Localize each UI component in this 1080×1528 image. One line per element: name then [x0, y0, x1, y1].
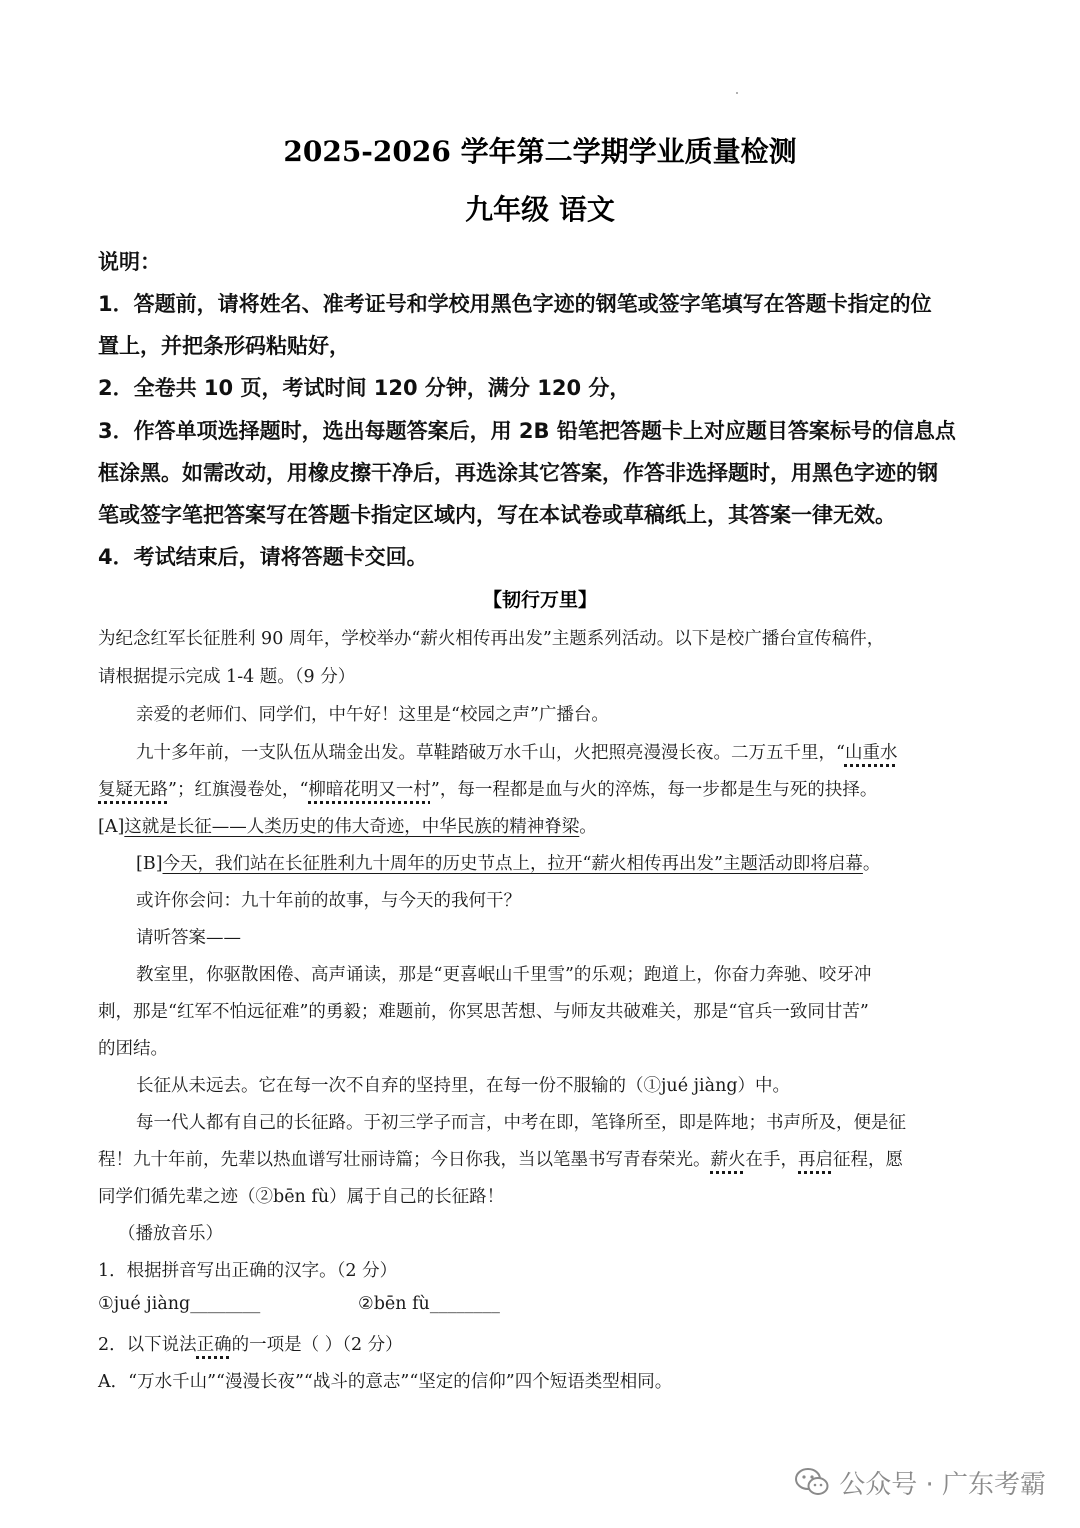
question-1-blank-a: ①jué jiàng________: [98, 1294, 261, 1314]
emphasis-dots: 正确: [196, 1335, 232, 1355]
instruction-line: 笔或签字笔把答案写在答题卡指定区域内，写在本试卷或草稿纸上，其答案一律无效。: [98, 503, 896, 527]
sentence-b: [B]今天，我们站在长征胜利九十周年的历史节点上，拉开“薪火相传再出发”主题活动即将启幕。: [136, 854, 881, 874]
wechat-icon: [795, 1467, 829, 1497]
instruction-line: 置上，并把条形码粘贴好，: [98, 334, 350, 358]
passage-paragraph: 亲爱的老师们、同学们，中午好！这里是“校园之声”广播台。: [136, 705, 609, 725]
underlined-sentence: 今天，我们站在长征胜利九十周年的历史节点上，拉开“薪火相传再出发”主题活动即将启幕: [162, 854, 863, 874]
passage-paragraph: 的团结。: [98, 1039, 168, 1059]
emphasis-dots: 复疑无路: [98, 780, 168, 800]
instruction-line: 3．作答单项选择题时，选出每题答案后，用 2B 铅笔把答题卡上对应题目答案标号的信息点: [98, 419, 956, 443]
sentence-a: [A]这就是长征——人类历史的伟大奇迹，中华民族的精神脊梁。: [98, 817, 597, 837]
passage-paragraph: 或许你会问：九十年前的故事，与今天的我何干？: [136, 891, 521, 911]
emphasis-dots: 再启: [798, 1150, 833, 1170]
question-2: 2．以下说法正确的一项是（ ）（2 分）: [98, 1335, 403, 1355]
exam-subtitle: 九年级 语文: [465, 193, 615, 226]
passage-paragraph: 刺，那是“红军不怕远征难”的勇毅；难题前，你冥思苦想、与师友共破难关，那是“官兵一致同甘苦”: [98, 1002, 869, 1022]
passage-paragraph: 同学们循先辈之迹（②bēn fù）属于自己的长征路！: [98, 1187, 505, 1207]
question-2-option-a: A．“万水千山”“漫漫长夜”“战斗的意志”“坚定的信仰”四个短语类型相同。: [98, 1372, 673, 1392]
passage-paragraph: 每一代人都有自己的长征路。于初三学子而言，中考在即，笔锋所至，即是阵地；书声所及，便是征: [136, 1113, 906, 1133]
scan-speck: [736, 92, 738, 94]
question-1: 1．根据拼音写出正确的汉字。（2 分）: [98, 1261, 398, 1281]
emphasis-dots: 柳暗花明又一村: [308, 780, 431, 800]
instruction-line: 1．答题前，请将姓名、准考证号和学校用黑色字迹的钢笔或签字笔填写在答题卡指定的位: [98, 292, 932, 316]
instructions-heading: 说明：: [98, 250, 161, 274]
passage-paragraph: 复疑无路”；红旗漫卷处，“柳暗花明又一村”，每一程都是血与火的淬炼，每一步都是生与死的抉择。: [98, 780, 878, 800]
passage-paragraph: 九十多年前，一支队伍从瑞金出发。草鞋踏破万水千山，火把照亮漫漫长夜。二万五千里，“山重水: [136, 743, 898, 763]
watermark-text: 公众号 · 广东考霸: [839, 1469, 1046, 1500]
exam-title: 2025-2026 学年第二学期学业质量检测: [283, 135, 797, 168]
passage-paragraph: 程！九十年前，先辈以热血谱写壮丽诗篇；今日你我，当以笔墨书写青春荣光。薪火在手，再启征程，愿: [98, 1150, 903, 1170]
stage-direction: （播放音乐）: [118, 1224, 223, 1244]
section-title: 【韧行万里】: [482, 589, 597, 611]
emphasis-dots: 薪火: [710, 1150, 746, 1170]
question-1-blank-b: ②bēn fù________: [358, 1294, 500, 1314]
section-intro: 请根据提示完成 1-4 题。（9 分）: [98, 667, 356, 687]
instruction-line: 2．全卷共 10 页，考试时间 120 分钟，满分 120 分，: [98, 376, 631, 400]
passage-paragraph: 教室里，你驱散困倦、高声诵读，那是“更喜岷山千里雪”的乐观；跑道上，你奋力奔驰、咬牙冲: [136, 965, 872, 985]
underlined-sentence: 这就是长征——人类历史的伟大奇迹，中华民族的精神脊梁: [124, 817, 580, 837]
section-intro: 为纪念红军长征胜利 90 周年，学校举办“薪火相传再出发”主题系列活动。以下是校广播台宣传稿件，: [98, 629, 885, 649]
instruction-line: 4．考试结束后，请将答题卡交回。: [98, 545, 428, 569]
passage-paragraph: 长征从未远去。它在每一次不自弃的坚持里，在每一份不服输的（①jué jiàng）中。: [136, 1076, 791, 1096]
emphasis-dots: 山重水: [844, 743, 898, 763]
instruction-line: 框涂黑。如需改动，用橡皮擦干净后，再选涂其它答案，作答非选择题时，用黑色字迹的钢: [98, 461, 938, 485]
watermark: [795, 1462, 1046, 1502]
passage-paragraph: 请听答案——: [136, 928, 241, 948]
